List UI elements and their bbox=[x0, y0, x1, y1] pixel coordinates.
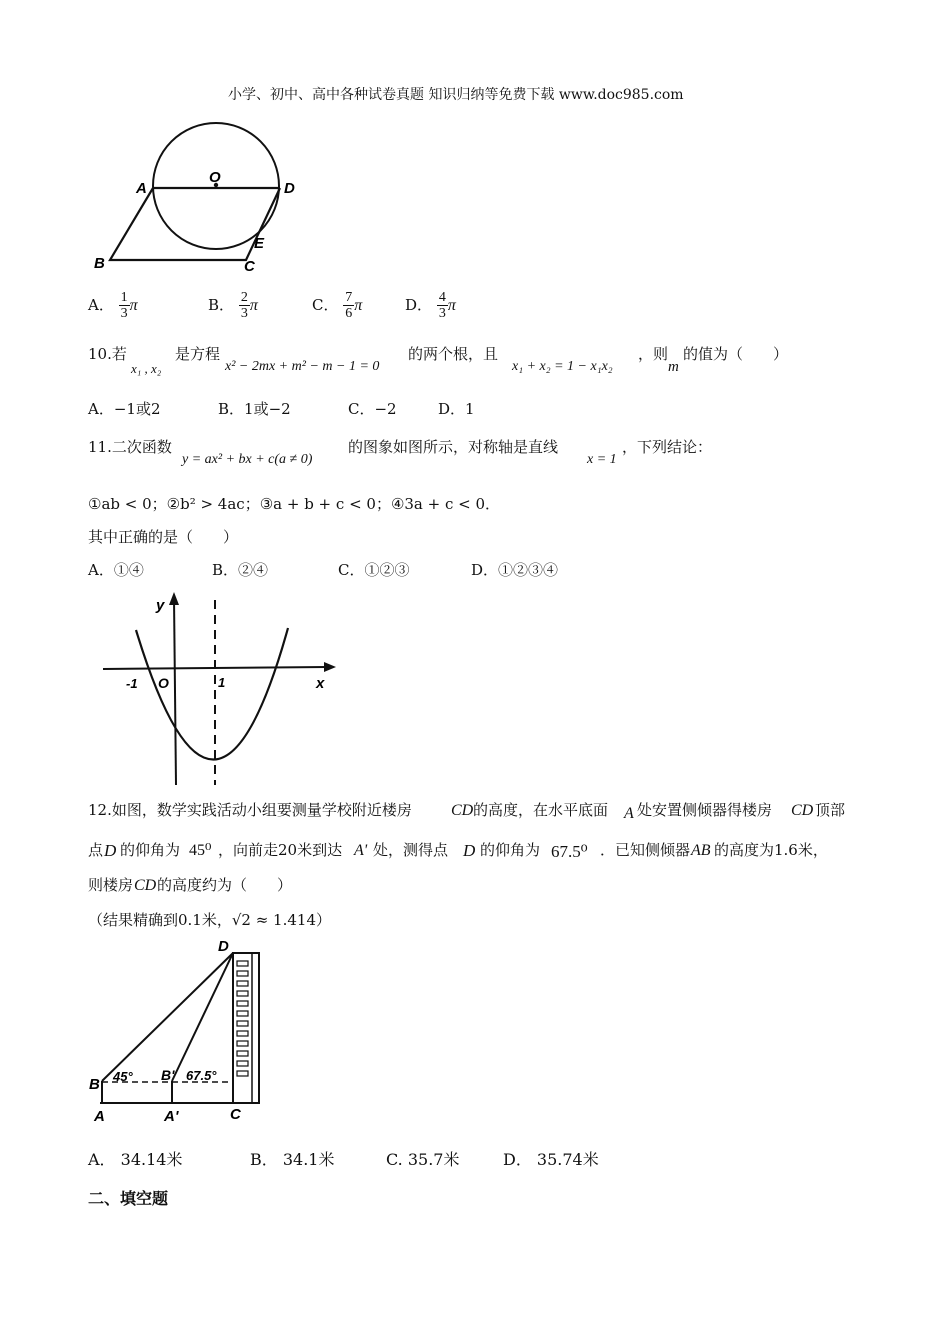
q12-line3-a: 则楼房 bbox=[88, 876, 134, 894]
page-header: 小学、初中、高中各种试卷真题 知识归纳等免费下载 www.doc985.com bbox=[228, 87, 684, 103]
q10-option-a: A．−1或2 bbox=[88, 400, 161, 418]
q12-line2-d: 处，测得点 bbox=[373, 841, 449, 859]
q12-line2-g: 的高度为1.6米， bbox=[714, 841, 828, 859]
q12-label-d: D bbox=[218, 938, 229, 955]
q11-prompt: 其中正确的是（ ） bbox=[88, 528, 239, 546]
q10-option-c: C．−2 bbox=[348, 400, 397, 418]
q12-line2-e: 的仰角为 bbox=[480, 841, 541, 859]
q12-angle-45: 45⁰ bbox=[189, 842, 212, 859]
q9-figure bbox=[88, 118, 318, 278]
q9-label-e: E bbox=[254, 235, 265, 252]
q10-text-4: ，则 bbox=[638, 345, 669, 363]
q10-text-1: 10.若 bbox=[88, 345, 127, 363]
q9-option-c: C． $\frac{7}{6}$ π bbox=[312, 290, 363, 322]
q12-line1-c: 处安置侧倾器得楼房 bbox=[637, 801, 773, 819]
q10-condition: x₁ + x₂ = 1 − x₁x₂ bbox=[512, 359, 613, 374]
q9-label-c: C bbox=[244, 258, 255, 275]
q12-d-1: D bbox=[104, 841, 117, 860]
q9-option-b: B． $\frac{2}{3}$ π bbox=[208, 290, 258, 322]
q10-text-3: 的两个根，且 bbox=[408, 345, 499, 363]
q9-label-a: A bbox=[136, 180, 147, 197]
q11-label-neg1: -1 bbox=[126, 676, 138, 691]
q12-cd-1: CD bbox=[451, 802, 474, 819]
q11-option-c: C．①②③ bbox=[338, 561, 410, 579]
q11-conclusions: ①ab < 0；②b² > 4ac；③a + b + c < 0；④3a + c < 0． bbox=[88, 495, 501, 513]
q12-line3-b: 的高度约为（ ） bbox=[157, 876, 293, 894]
q11-function: y = ax² + bx + c(a ≠ 0) bbox=[182, 452, 313, 467]
q12-building-windows bbox=[237, 961, 248, 1076]
q12-line1-b: 的高度，在水平底面 bbox=[473, 801, 609, 819]
q12-line4: （结果精确到0.1米，√2 ≈ 1.414） bbox=[88, 911, 332, 929]
q9-label-b: B bbox=[94, 255, 105, 272]
q11-label-y: y bbox=[156, 597, 165, 614]
q12-line2-f: ．已知侧倾器 bbox=[600, 841, 691, 859]
q11-label-o: O bbox=[158, 675, 169, 691]
q12-option-c: C. 35.7米 bbox=[386, 1150, 460, 1169]
q11-label-one: 1 bbox=[218, 675, 226, 690]
q9-option-d: D． $\frac{4}{3}$ π bbox=[405, 290, 456, 322]
q11-x-arrow bbox=[324, 662, 336, 672]
q10-text-2: 是方程 bbox=[175, 345, 221, 363]
q12-label-c: C bbox=[230, 1106, 241, 1123]
q11-option-b: B．②④ bbox=[212, 561, 269, 579]
q12-sightline-bp bbox=[172, 953, 233, 1081]
q9-option-a: A． $\frac{1}{3}$ π bbox=[88, 290, 138, 322]
q12-aprime: A' bbox=[354, 842, 368, 859]
q11-text-2: 的图象如图所示，对称轴是直线 bbox=[348, 438, 559, 456]
q10-option-b: B．1或−2 bbox=[218, 400, 291, 418]
q12-line1-a: 12.如图，数学实践活动小组要测量学校附近楼房 bbox=[88, 801, 412, 819]
q12-label-bp: B' bbox=[161, 1067, 175, 1083]
q12-label-675: 67.5° bbox=[186, 1068, 217, 1083]
q10-var-m: m bbox=[668, 359, 679, 375]
q12-sightline-b bbox=[102, 953, 233, 1081]
q11-option-d: D．①②③④ bbox=[471, 561, 559, 579]
q12-figure bbox=[88, 935, 278, 1125]
q12-option-a: A． 34.14米 bbox=[88, 1150, 183, 1169]
q9-label-o: O bbox=[209, 169, 221, 186]
q12-option-b: B． 34.1米 bbox=[250, 1150, 335, 1169]
q11-text-1: 11.二次函数 bbox=[88, 438, 172, 456]
q12-label-a: A bbox=[94, 1108, 105, 1125]
q12-line1-d: 顶部 bbox=[815, 801, 846, 819]
q12-line2-b: 的仰角为 bbox=[120, 841, 181, 859]
q11-text-3: ，下列结论： bbox=[622, 438, 713, 456]
q12-cd-2: CD bbox=[791, 802, 814, 819]
q10-roots: x₁ , x₂ bbox=[131, 361, 162, 376]
q12-label-ap: A' bbox=[164, 1108, 179, 1125]
q12-cd-3: CD bbox=[134, 877, 157, 894]
q11-label-x: x bbox=[316, 675, 325, 692]
q12-line2-c: ，向前走20米到达 bbox=[218, 841, 343, 859]
section-2-title: 二、填空题 bbox=[88, 1189, 169, 1208]
q12-angle-675: 67.5⁰ bbox=[551, 842, 588, 861]
q12-label-b: B bbox=[89, 1076, 100, 1093]
q12-option-d: D． 35.74米 bbox=[503, 1150, 599, 1169]
q12-d-2: D bbox=[463, 841, 476, 860]
q10-option-d: D．1 bbox=[438, 400, 475, 418]
q11-y-axis bbox=[174, 598, 176, 785]
q11-option-a: A．①④ bbox=[88, 561, 144, 579]
q11-parabola bbox=[136, 628, 288, 760]
q11-axis: x = 1 bbox=[587, 452, 617, 467]
q12-ab: AB bbox=[691, 842, 711, 859]
q12-a-1: A bbox=[624, 805, 634, 822]
q11-figure bbox=[98, 590, 343, 790]
q10-equation: x² − 2mx + m² − m − 1 = 0 bbox=[225, 359, 380, 374]
q9-label-d: D bbox=[284, 180, 295, 197]
q12-label-45: 45° bbox=[113, 1069, 133, 1084]
q11-y-arrow bbox=[169, 592, 179, 605]
q10-text-5: 的值为（ ） bbox=[683, 345, 789, 363]
q12-line2-a: 点 bbox=[88, 841, 104, 859]
